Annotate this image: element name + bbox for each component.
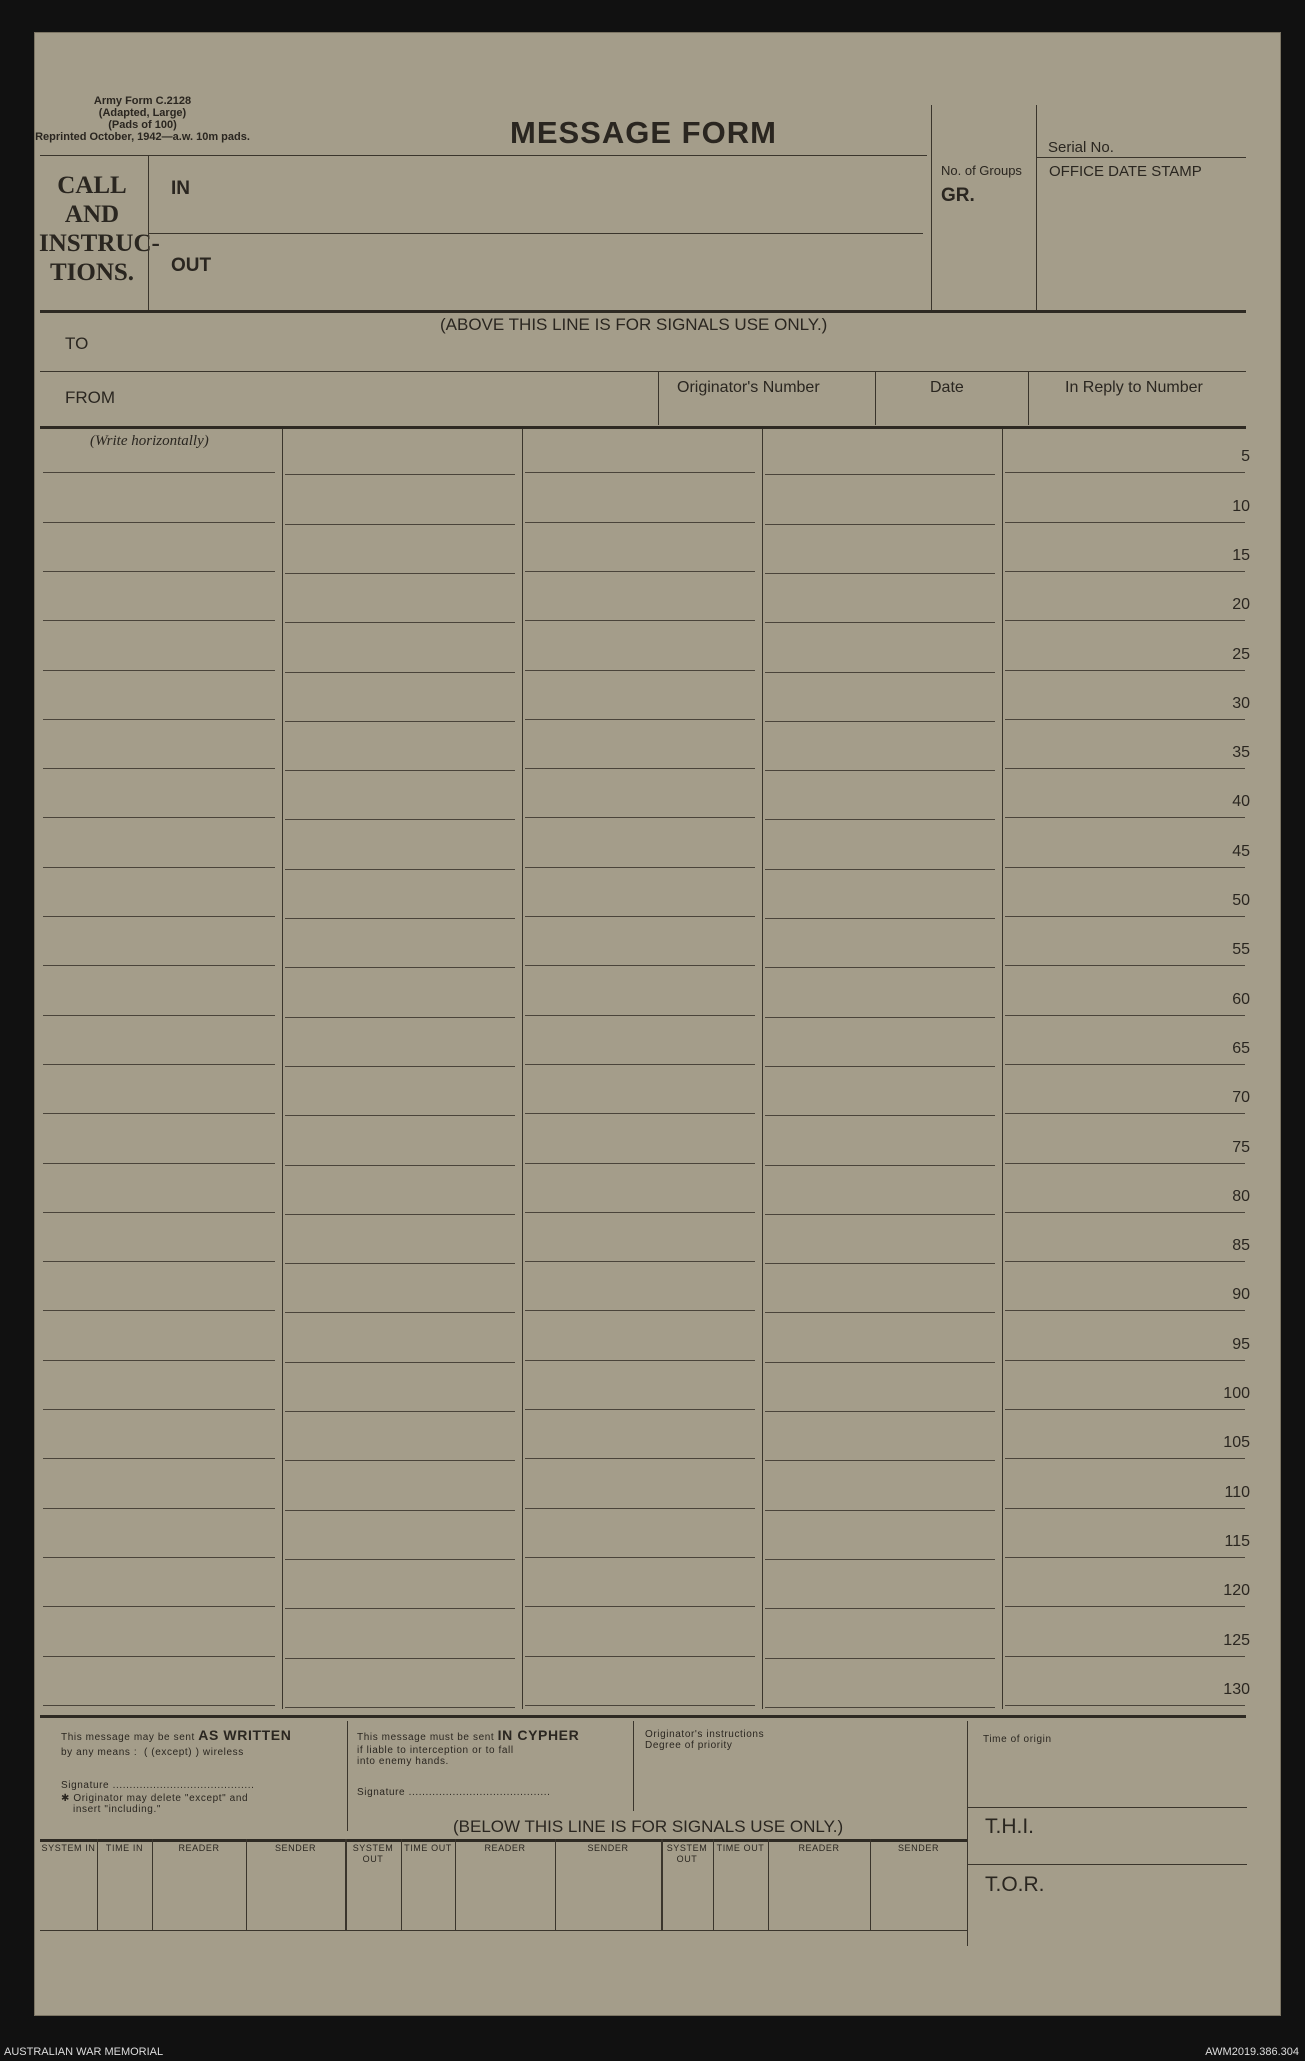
grid-row-line (1005, 965, 1245, 966)
grid-row-line (765, 474, 995, 475)
grid-row-line (765, 1115, 995, 1116)
thi-label: T.H.I. (985, 1815, 1035, 1838)
grid-row-line (1005, 1064, 1245, 1065)
grid-row-line (525, 1656, 755, 1657)
in-out-rule (148, 233, 923, 234)
signature-label: Signature (61, 1780, 110, 1791)
grid-row-line (1005, 1113, 1245, 1114)
signals-column-divider (455, 1839, 456, 1931)
from-divider-1 (658, 371, 659, 425)
line-number: 105 (1223, 1434, 1250, 1451)
grid-col-divider-1 (282, 429, 283, 1709)
grid-row-line (525, 1163, 755, 1164)
grid-row-line (525, 817, 755, 818)
grid-row-line (765, 770, 995, 771)
line-number: 95 (1232, 1336, 1250, 1353)
groups-label: No. of Groups (941, 163, 1022, 178)
line-number: 70 (1232, 1089, 1250, 1106)
orig-instr-2: Degree of priority (645, 1740, 733, 1751)
grid-row-line (1005, 1409, 1245, 1410)
grid-row-line (525, 867, 755, 868)
grid-row-line (765, 1312, 995, 1313)
grid-row-line (1005, 1212, 1245, 1213)
date-label: Date (930, 379, 964, 396)
line-number: 10 (1232, 498, 1250, 515)
grid-row-line (1005, 768, 1245, 769)
grid-row-line (43, 1557, 275, 1558)
grid-row-line (1005, 1508, 1245, 1509)
grid-row-line (1005, 522, 1245, 523)
grid-row-line (525, 1705, 755, 1706)
from-label: FROM (65, 388, 116, 407)
grid-row-line (43, 817, 275, 818)
grid-row-line (285, 1707, 515, 1708)
grid-row-line (765, 1263, 995, 1264)
signals-column-header: TIME OUT (404, 1843, 452, 1853)
grid-row-line (525, 1360, 755, 1361)
line-number: 85 (1232, 1237, 1250, 1254)
written-line2-a: by any means : (61, 1747, 138, 1758)
grid-row-line (43, 1409, 275, 1410)
as-written-block: This message may be sent AS WRITTEN by any means : ( (except) ) wireless Signature .......................................... ✱ Originator may delete "except" and insert "including." (61, 1727, 341, 1815)
signals-column-header: TIME IN (105, 1843, 144, 1853)
message-bottom-rule (40, 1715, 1246, 1718)
form-info (35, 95, 250, 143)
delete-note-1: ✱ Originator may delete "except" and (61, 1793, 249, 1804)
grid-row-line (43, 1606, 275, 1607)
grid-row-line (43, 571, 275, 572)
grid-row-line (765, 672, 995, 673)
grid-row-line (1005, 1310, 1245, 1311)
grid-row-line (1005, 1360, 1245, 1361)
grid-row-line (1005, 1606, 1245, 1607)
grid-row-line (1005, 1458, 1245, 1459)
line-number: 130 (1223, 1681, 1250, 1698)
grid-row-line (525, 571, 755, 572)
grid-row-line (1005, 670, 1245, 671)
signals-column-divider (152, 1839, 153, 1931)
grid-row-line (285, 1362, 515, 1363)
grid-row-line (525, 916, 755, 917)
line-number: 25 (1232, 646, 1250, 663)
grid-row-line (1005, 1015, 1245, 1016)
cypher-line3: into enemy hands. (357, 1756, 449, 1767)
grid-row-line (765, 1510, 995, 1511)
grid-row-line (285, 819, 515, 820)
message-form-paper (34, 32, 1281, 2016)
line-number: 20 (1232, 596, 1250, 613)
thi-tor-rule (967, 1864, 1247, 1865)
line-number: 60 (1232, 991, 1250, 1008)
thi-top-rule (967, 1807, 1247, 1808)
grid-row-line (43, 1212, 275, 1213)
header-divider-stamp (1036, 105, 1037, 310)
line-number: 15 (1232, 547, 1250, 564)
grid-row-line (525, 670, 755, 671)
grid-row-line (525, 522, 755, 523)
grid-row-line (525, 1212, 755, 1213)
to-label: TO (65, 334, 89, 353)
grid-row-line (43, 1163, 275, 1164)
grid-row-line (43, 916, 275, 917)
grid-row-line (43, 1064, 275, 1065)
footer-left: AUSTRALIAN WAR MEMORIAL (4, 2046, 164, 2058)
grid-row-line (765, 1017, 995, 1018)
signals-column-header: SENDER (897, 1843, 940, 1853)
signals-top-rule (40, 310, 1246, 313)
signals-column-divider (661, 1839, 663, 1931)
delete-note-2: insert "including." (73, 1804, 161, 1815)
line-number: 80 (1232, 1188, 1250, 1205)
grid-row-line (43, 965, 275, 966)
grid-col-divider-4 (1002, 429, 1003, 1709)
call-label-3: INSTRUC- (39, 230, 160, 257)
grid-row-line (525, 620, 755, 621)
grid-row-line (43, 1261, 275, 1262)
signals-column-header: TIME OUT (716, 1843, 765, 1853)
grid-row-line (765, 1608, 995, 1609)
signals-bottom-rule (40, 1839, 967, 1842)
line-number: 110 (1224, 1484, 1250, 1501)
grid-row-line (525, 1458, 755, 1459)
signals-column-header: SENDER (587, 1843, 629, 1853)
grid-row-line (765, 819, 995, 820)
grid-row-line (285, 1165, 515, 1166)
grid-row-line (43, 867, 275, 868)
signals-column-divider (555, 1839, 556, 1931)
grid-row-line (765, 1559, 995, 1560)
grid-row-line (285, 573, 515, 574)
tor-label: T.O.R. (985, 1873, 1045, 1896)
written-line2-b: (except) (151, 1747, 193, 1758)
line-number: 50 (1232, 892, 1250, 909)
grid-row-line (525, 1310, 755, 1311)
form-info-line3: (Pads of 100) (108, 119, 177, 131)
grid-row-line (43, 1705, 275, 1706)
line-number: 100 (1223, 1385, 1250, 1402)
cypher-signature: Signature (357, 1787, 406, 1798)
grid-row-line (765, 1165, 995, 1166)
grid-row-line (1005, 620, 1245, 621)
grid-row-line (285, 721, 515, 722)
below-line-note: (BELOW THIS LINE IS FOR SIGNALS USE ONLY.) (453, 1817, 844, 1836)
line-number: 35 (1232, 744, 1250, 761)
from-divider-2 (875, 371, 876, 425)
grid-row-line (43, 522, 275, 523)
out-label: OUT (171, 255, 212, 276)
grid-row-line (285, 770, 515, 771)
grid-row-line (765, 1658, 995, 1659)
originator-instructions (645, 1729, 764, 1751)
bottom-divider-1 (347, 1721, 348, 1831)
cypher-line2: if liable to interception or to fall (357, 1745, 514, 1756)
in-reply-label: In Reply to Number (1065, 379, 1203, 396)
form-info-line2: (Adapted, Large) (98, 107, 187, 119)
grid-row-line (285, 672, 515, 673)
grid-row-line (765, 918, 995, 919)
grid-row-line (285, 1214, 515, 1215)
grid-row-line (765, 967, 995, 968)
grid-row-line (43, 1015, 275, 1016)
grid-row-line (1005, 916, 1245, 917)
line-number: 40 (1232, 793, 1250, 810)
line-number: 55 (1232, 941, 1250, 958)
signals-column-divider (713, 1839, 714, 1931)
bottom-divider-2 (633, 1721, 634, 1811)
grid-row-line (43, 1310, 275, 1311)
grid-row-line (43, 719, 275, 720)
written-line1-a: This message may be sent (61, 1732, 195, 1743)
grid-row-line (765, 1460, 995, 1461)
grid-row-line (285, 918, 515, 919)
line-number: 115 (1224, 1533, 1250, 1550)
grid-col-divider-3 (762, 429, 763, 1709)
grid-row-line (525, 1409, 755, 1410)
grid-row-line (285, 474, 515, 475)
signals-column-divider (246, 1839, 247, 1931)
write-note: (Write horizontally) (90, 433, 209, 449)
grid-row-line (43, 768, 275, 769)
grid-row-line (1005, 867, 1245, 868)
call-label-2: AND (64, 201, 120, 228)
grid-row-line (1005, 472, 1245, 473)
signals-column-header: SYSTEM OUT (666, 1843, 708, 1864)
line-number: 120 (1223, 1582, 1250, 1599)
to-from-rule (40, 371, 1246, 372)
grid-row-line (1005, 817, 1245, 818)
grid-row-line (285, 1263, 515, 1264)
grid-row-line (1005, 719, 1245, 720)
message-top-rule (40, 426, 1246, 429)
grid-row-line (765, 869, 995, 870)
written-line1-b: AS WRITTEN (198, 1727, 292, 1743)
cypher-block: This message must be sent IN CYPHER if liable to interception or to fall into enemy hands. Signature .......................................... (357, 1727, 627, 1798)
grid-row-line (1005, 1163, 1245, 1164)
grid-row-line (43, 670, 275, 671)
grid-row-line (285, 1115, 515, 1116)
grid-row-line (525, 719, 755, 720)
signals-column-divider (345, 1839, 347, 1931)
grid-row-line (765, 622, 995, 623)
grid-row-line (525, 1508, 755, 1509)
call-instructions-label (39, 171, 160, 287)
grid-row-line (525, 1261, 755, 1262)
grid-row-line (525, 1557, 755, 1558)
time-of-origin-label: Time of origin (983, 1734, 1052, 1745)
grid-row-line (1005, 1557, 1245, 1558)
serial-rule (1036, 157, 1246, 158)
grid-row-line (765, 721, 995, 722)
grid-row-line (43, 1360, 275, 1361)
from-divider-3 (1028, 371, 1029, 425)
grid-row-line (525, 472, 755, 473)
grid-row-line (765, 524, 995, 525)
grid-row-line (1005, 571, 1245, 572)
grid-row-line (285, 1066, 515, 1067)
above-line-note: (ABOVE THIS LINE IS FOR SIGNALS USE ONLY.) (440, 315, 828, 334)
form-title: MESSAGE FORM (510, 115, 777, 150)
grid-col-divider-2 (522, 429, 523, 1709)
grid-row-line (1005, 1261, 1245, 1262)
bottom-divider-3 (967, 1721, 968, 1946)
grid-row-line (285, 622, 515, 623)
cypher-line1-b: IN CYPHER (497, 1727, 580, 1743)
grid-row-line (285, 524, 515, 525)
grid-row-line (43, 1656, 275, 1657)
line-number: 30 (1232, 695, 1250, 712)
grid-row-line (285, 1017, 515, 1018)
grid-row-line (1005, 1656, 1245, 1657)
line-number: 45 (1232, 843, 1250, 860)
line-number: 75 (1232, 1139, 1250, 1156)
groups-unit: GR. (941, 185, 975, 206)
grid-row-line (285, 1608, 515, 1609)
signals-column-header: READER (484, 1843, 526, 1853)
grid-row-line (525, 1015, 755, 1016)
grid-row-line (525, 768, 755, 769)
header-divider-groups (931, 105, 932, 310)
call-label-4: TIONS. (49, 259, 135, 286)
originator-number-label: Originator's Number (677, 379, 820, 396)
grid-row-line (525, 965, 755, 966)
signals-column-header: SENDER (274, 1843, 317, 1853)
grid-row-line (765, 1214, 995, 1215)
grid-row-line (285, 1460, 515, 1461)
grid-row-line (285, 967, 515, 968)
signals-column-header: SYSTEM IN (41, 1843, 96, 1853)
grid-row-line (285, 1658, 515, 1659)
grid-row-line (765, 1066, 995, 1067)
grid-row-line (285, 1559, 515, 1560)
grid-row-line (765, 1411, 995, 1412)
line-number: 125 (1223, 1632, 1250, 1649)
in-label: IN (171, 178, 190, 199)
footer-right: AWM2019.386.304 (1205, 2046, 1299, 2058)
orig-instr-1: Originator's instructions (645, 1729, 765, 1740)
serial-label: Serial No. (1048, 139, 1114, 156)
signals-column-divider (97, 1839, 98, 1931)
grid-row-line (765, 573, 995, 574)
grid-row-line (285, 1312, 515, 1313)
signals-column-header: SYSTEM OUT (352, 1843, 394, 1864)
line-number: 90 (1232, 1286, 1250, 1303)
signals-column-divider (768, 1839, 769, 1931)
written-line2-c: wireless (202, 1747, 244, 1758)
line-number: 5 (1241, 448, 1250, 465)
signals-column-header: READER (798, 1843, 840, 1853)
grid-row-line (43, 1508, 275, 1509)
signals-column-divider (401, 1839, 402, 1931)
grid-row-line (43, 1458, 275, 1459)
form-info-line4: Reprinted October, 1942—a.w. 10m pads. (35, 131, 250, 143)
cypher-line1-a: This message must be sent (357, 1732, 495, 1743)
line-number: 65 (1232, 1040, 1250, 1057)
office-stamp-label: OFFICE DATE STAMP (1049, 163, 1202, 180)
signals-column-header: READER (178, 1843, 220, 1853)
grid-row-line (765, 1707, 995, 1708)
grid-row-line (285, 1510, 515, 1511)
grid-row-line (525, 1606, 755, 1607)
grid-row-line (43, 472, 275, 473)
grid-row-line (43, 1113, 275, 1114)
header-rule (40, 155, 927, 156)
form-info-line1: Army Form C.2128 (93, 95, 192, 107)
signals-column-divider (870, 1839, 871, 1931)
grid-row-line (43, 620, 275, 621)
grid-row-line (285, 1411, 515, 1412)
call-label-1: CALL (57, 172, 127, 199)
grid-row-line (285, 869, 515, 870)
signals-table-bottom-rule (40, 1930, 967, 1931)
grid-row-line (525, 1113, 755, 1114)
grid-row-line (765, 1362, 995, 1363)
grid-row-line (1005, 1705, 1245, 1706)
grid-row-line (525, 1064, 755, 1065)
